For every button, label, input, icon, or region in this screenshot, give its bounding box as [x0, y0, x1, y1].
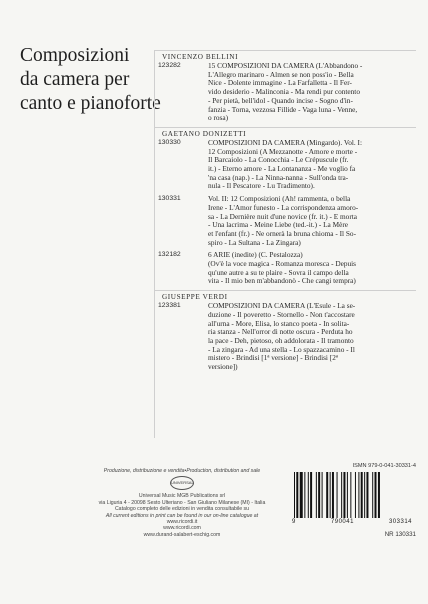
catalog-note-it: Catalogo completo delle edizioni in vendita consultabile su [114, 506, 250, 513]
entry-description [208, 62, 416, 123]
description-line: - La zingara - Ad una stella - Lo spazzacamino - Il [208, 344, 355, 354]
description-line: duzione - Il poveretto - Stornello - Non t'accostare [208, 309, 355, 319]
description-line: 6 ARIE (inedite) (C. Pestalozza) [208, 250, 303, 260]
description-line: Nice - Dolente immagine - La Farfalletta - Il Fer- [208, 78, 352, 88]
description-line: COMPOSIZIONI DA CAMERA (Mingardo). Vol. I: [208, 137, 362, 147]
barcode-digit-3: 303314 [388, 519, 412, 525]
description-line: ria stanza - Nell'orror di notte oscura - Perduta ho [208, 327, 353, 337]
publisher-footer [76, 468, 288, 538]
entry-description [208, 139, 416, 191]
description-line: - Una lacrima - Meine Liebe (ted.-it.) - La Mère [208, 220, 348, 230]
description-line: Vol. II: 12 Composizioni (Ah! rammenta, o bella [208, 194, 351, 204]
catalog-entry [154, 195, 416, 247]
description-line: vita - Il mio ben m'abbandonò - Che cangi tempra) [208, 276, 356, 286]
catalog-code: 130331 [158, 195, 181, 203]
composer-section [154, 290, 416, 372]
description-line: Irene - L'Amor funesto - La corrispondenza amoro- [208, 202, 359, 212]
description-line: mistero - Brindisi [1ª versione] - Brindisi [2ª [208, 353, 338, 363]
url-durand[interactable]: www.durand-salabert-eschig.com [143, 531, 221, 538]
catalog-code: 123381 [158, 302, 181, 310]
catalog-entry [154, 139, 416, 191]
description-line: 12 Composizioni (A Mezzanotte - Amore e morte - [208, 146, 358, 156]
composer-section [154, 127, 416, 286]
catalog-entry [154, 251, 416, 286]
description-line: all'urna - More, Elisa, lo stanco poeta - In solita- [208, 318, 350, 328]
description-line: L'Allegro marinaro - Almen se non poss'io - Bella [208, 69, 354, 79]
barcode-block [292, 463, 416, 538]
description-line: o rosa) [208, 113, 229, 123]
barcode-digit-1: 9 [292, 519, 296, 525]
entry-description [208, 251, 416, 286]
description-line: 'na casa (nap.) - La Ninna-nanna - Sull'onda tra- [208, 172, 349, 182]
catalog-list [154, 50, 416, 376]
catalog-note-en: All current editions in print can be found in our on-line catalogue at [105, 512, 259, 519]
publisher-name: Universal Music MGB Publications srl [138, 493, 226, 500]
composer-name: VINCENZO BELLINI [162, 53, 239, 61]
description-line: qu'une autre a su te plaire - Sovra il campo della [208, 267, 349, 277]
description-line: spiro - La Sultana - La Zingara) [208, 237, 301, 247]
publisher-address: via Liguria 4 - 20098 Sesto Ulteriano - San Giuliano Milanese (MI) - Italia [98, 499, 266, 506]
catalog-nr: NR 130331 [384, 531, 416, 538]
description-line: COMPOSIZIONI DA CAMERA (L'Esule - La se- [208, 301, 356, 311]
description-line: la pace - Deh, pietoso, oh addolorata - Il tramonto [208, 335, 354, 345]
barcode-image [292, 472, 416, 518]
catalog-code: 123282 [158, 62, 181, 69]
url-ricordi-it[interactable]: www.ricordi.it [166, 519, 198, 526]
title-line-2: da camera per [20, 69, 130, 90]
catalog-entry [154, 62, 416, 123]
composer-section [154, 50, 416, 123]
entry-description [208, 302, 416, 372]
url-ricordi-com[interactable]: www.ricordi.com [163, 525, 201, 532]
description-line: 15 COMPOSIZIONI DA CAMERA (L'Abbandono - [208, 61, 363, 70]
title-line-1: Composizioni [20, 45, 130, 66]
description-line: et l'enfant (fr.) - Ne ornerà la bruna chioma - Il So- [208, 228, 357, 238]
catalog-code: 132182 [158, 251, 181, 259]
title-line-3: canto e pianoforte [20, 93, 161, 114]
description-line: nula - Il Pescatore - Lu Tradimento). [208, 181, 315, 191]
barcode-digits [292, 518, 416, 525]
description-line: versione]) [208, 362, 238, 372]
description-line: (Ov'è la voce magica - Romanza moresca - Depuis [208, 259, 357, 269]
description-line: fanzia - Torna, vezzosa Fillide - Vaga luna - Venne, [208, 104, 358, 114]
catalog-entry [154, 302, 416, 372]
composer-name: GAETANO DONIZETTI [162, 129, 247, 138]
ismn-number: ISMN 979-0-041-30331-4 [352, 463, 416, 469]
description-line: - Per pietà, bell'idol - Quando incise - Sogno d'in- [208, 95, 353, 105]
catalog-code: 130330 [158, 138, 181, 146]
description-line: vido desiderio - Malinconia - Ma rendi pur contento [208, 87, 360, 97]
production-note: Produzione, distribuzione e vendita•Production, distribution and sale [103, 468, 261, 474]
description-line: it.) - Eterno amore - La Lontananza - Me voglio fa [208, 164, 356, 174]
description-line: Il Barcaiolo - La Conocchia - Le Crépuscule (fr. [208, 155, 349, 165]
entry-description [208, 195, 416, 247]
composer-name: GIUSEPPE VERDI [162, 293, 228, 302]
barcode-digit-2: 790041 [330, 519, 354, 525]
description-line: sa - La Dernière nuit d'une novice (fr. it.) - E morta [208, 211, 358, 221]
universal-logo: UNIVERSAL [170, 476, 194, 490]
